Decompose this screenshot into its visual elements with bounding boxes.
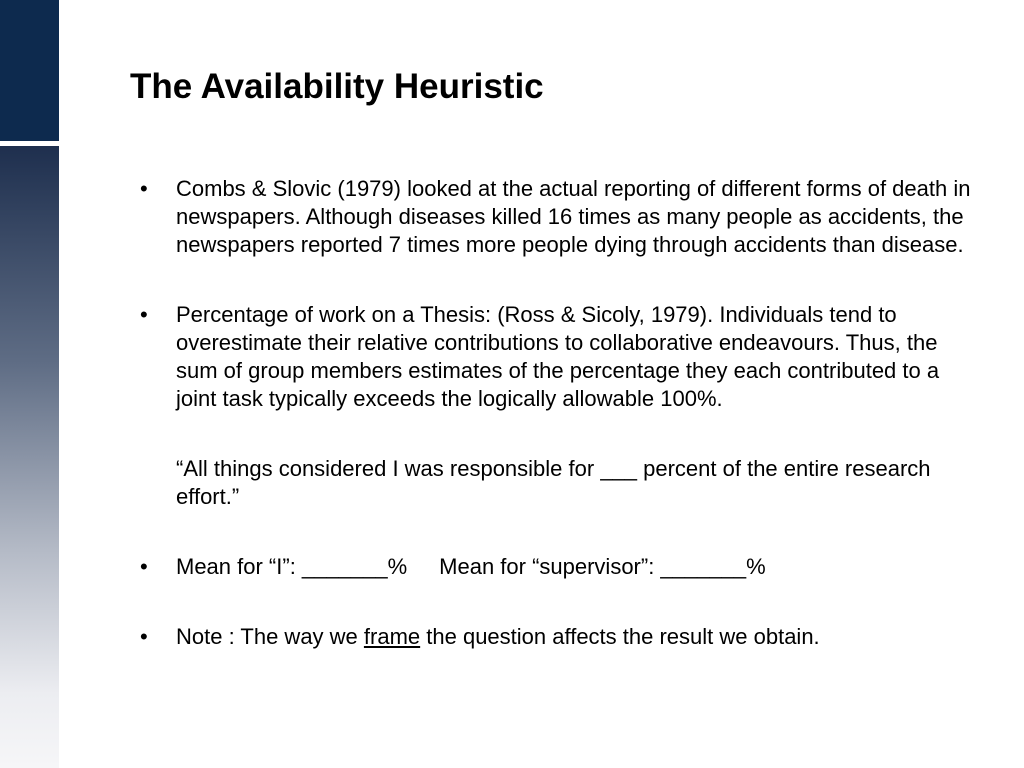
bullet-marker: • <box>140 624 148 649</box>
bullet-item-combs-slovic <box>140 175 976 259</box>
bullet-item-ross-sicoly <box>140 301 976 413</box>
mean-i-text: Mean for “I”: _______% <box>176 554 408 579</box>
quote-text: “All things considered I was responsible for ___ percent of the entire research effort.” <box>176 456 931 509</box>
sidebar-accent-top <box>0 0 59 141</box>
bullet-item-means <box>140 553 976 581</box>
note-underlined-word: frame <box>363 624 421 649</box>
bullet-marker: • <box>140 302 148 327</box>
note-text-before: Note : The way we <box>176 624 364 649</box>
note-text-after: the question affects the result we obtain. <box>420 624 820 649</box>
slide-title: The Availability Heuristic <box>130 67 544 106</box>
bullet-marker: • <box>140 554 148 579</box>
bullet-item-note <box>140 623 976 651</box>
mean-supervisor-text: Mean for “supervisor”: _______% <box>439 554 766 579</box>
slide-body <box>140 175 976 651</box>
quote-paragraph <box>176 455 976 511</box>
sidebar-accent-gradient <box>0 146 59 768</box>
bullet-text: Combs & Slovic (1979) looked at the actual reporting of different forms of death in newspapers. Although diseases killed 16 times as many people as accidents, the newspapers reported 7 times more people dying through accidents than disease. <box>176 176 971 257</box>
bullet-marker: • <box>140 176 148 201</box>
bullet-text: Percentage of work on a Thesis: (Ross & Sicoly, 1979). Individuals tend to overestimate their relative contributions to collaborative endeavours. Thus, the sum of group members estimates of the percentage they each contributed to a joint task typically exceeds the logically allowable 100%. <box>176 302 940 411</box>
